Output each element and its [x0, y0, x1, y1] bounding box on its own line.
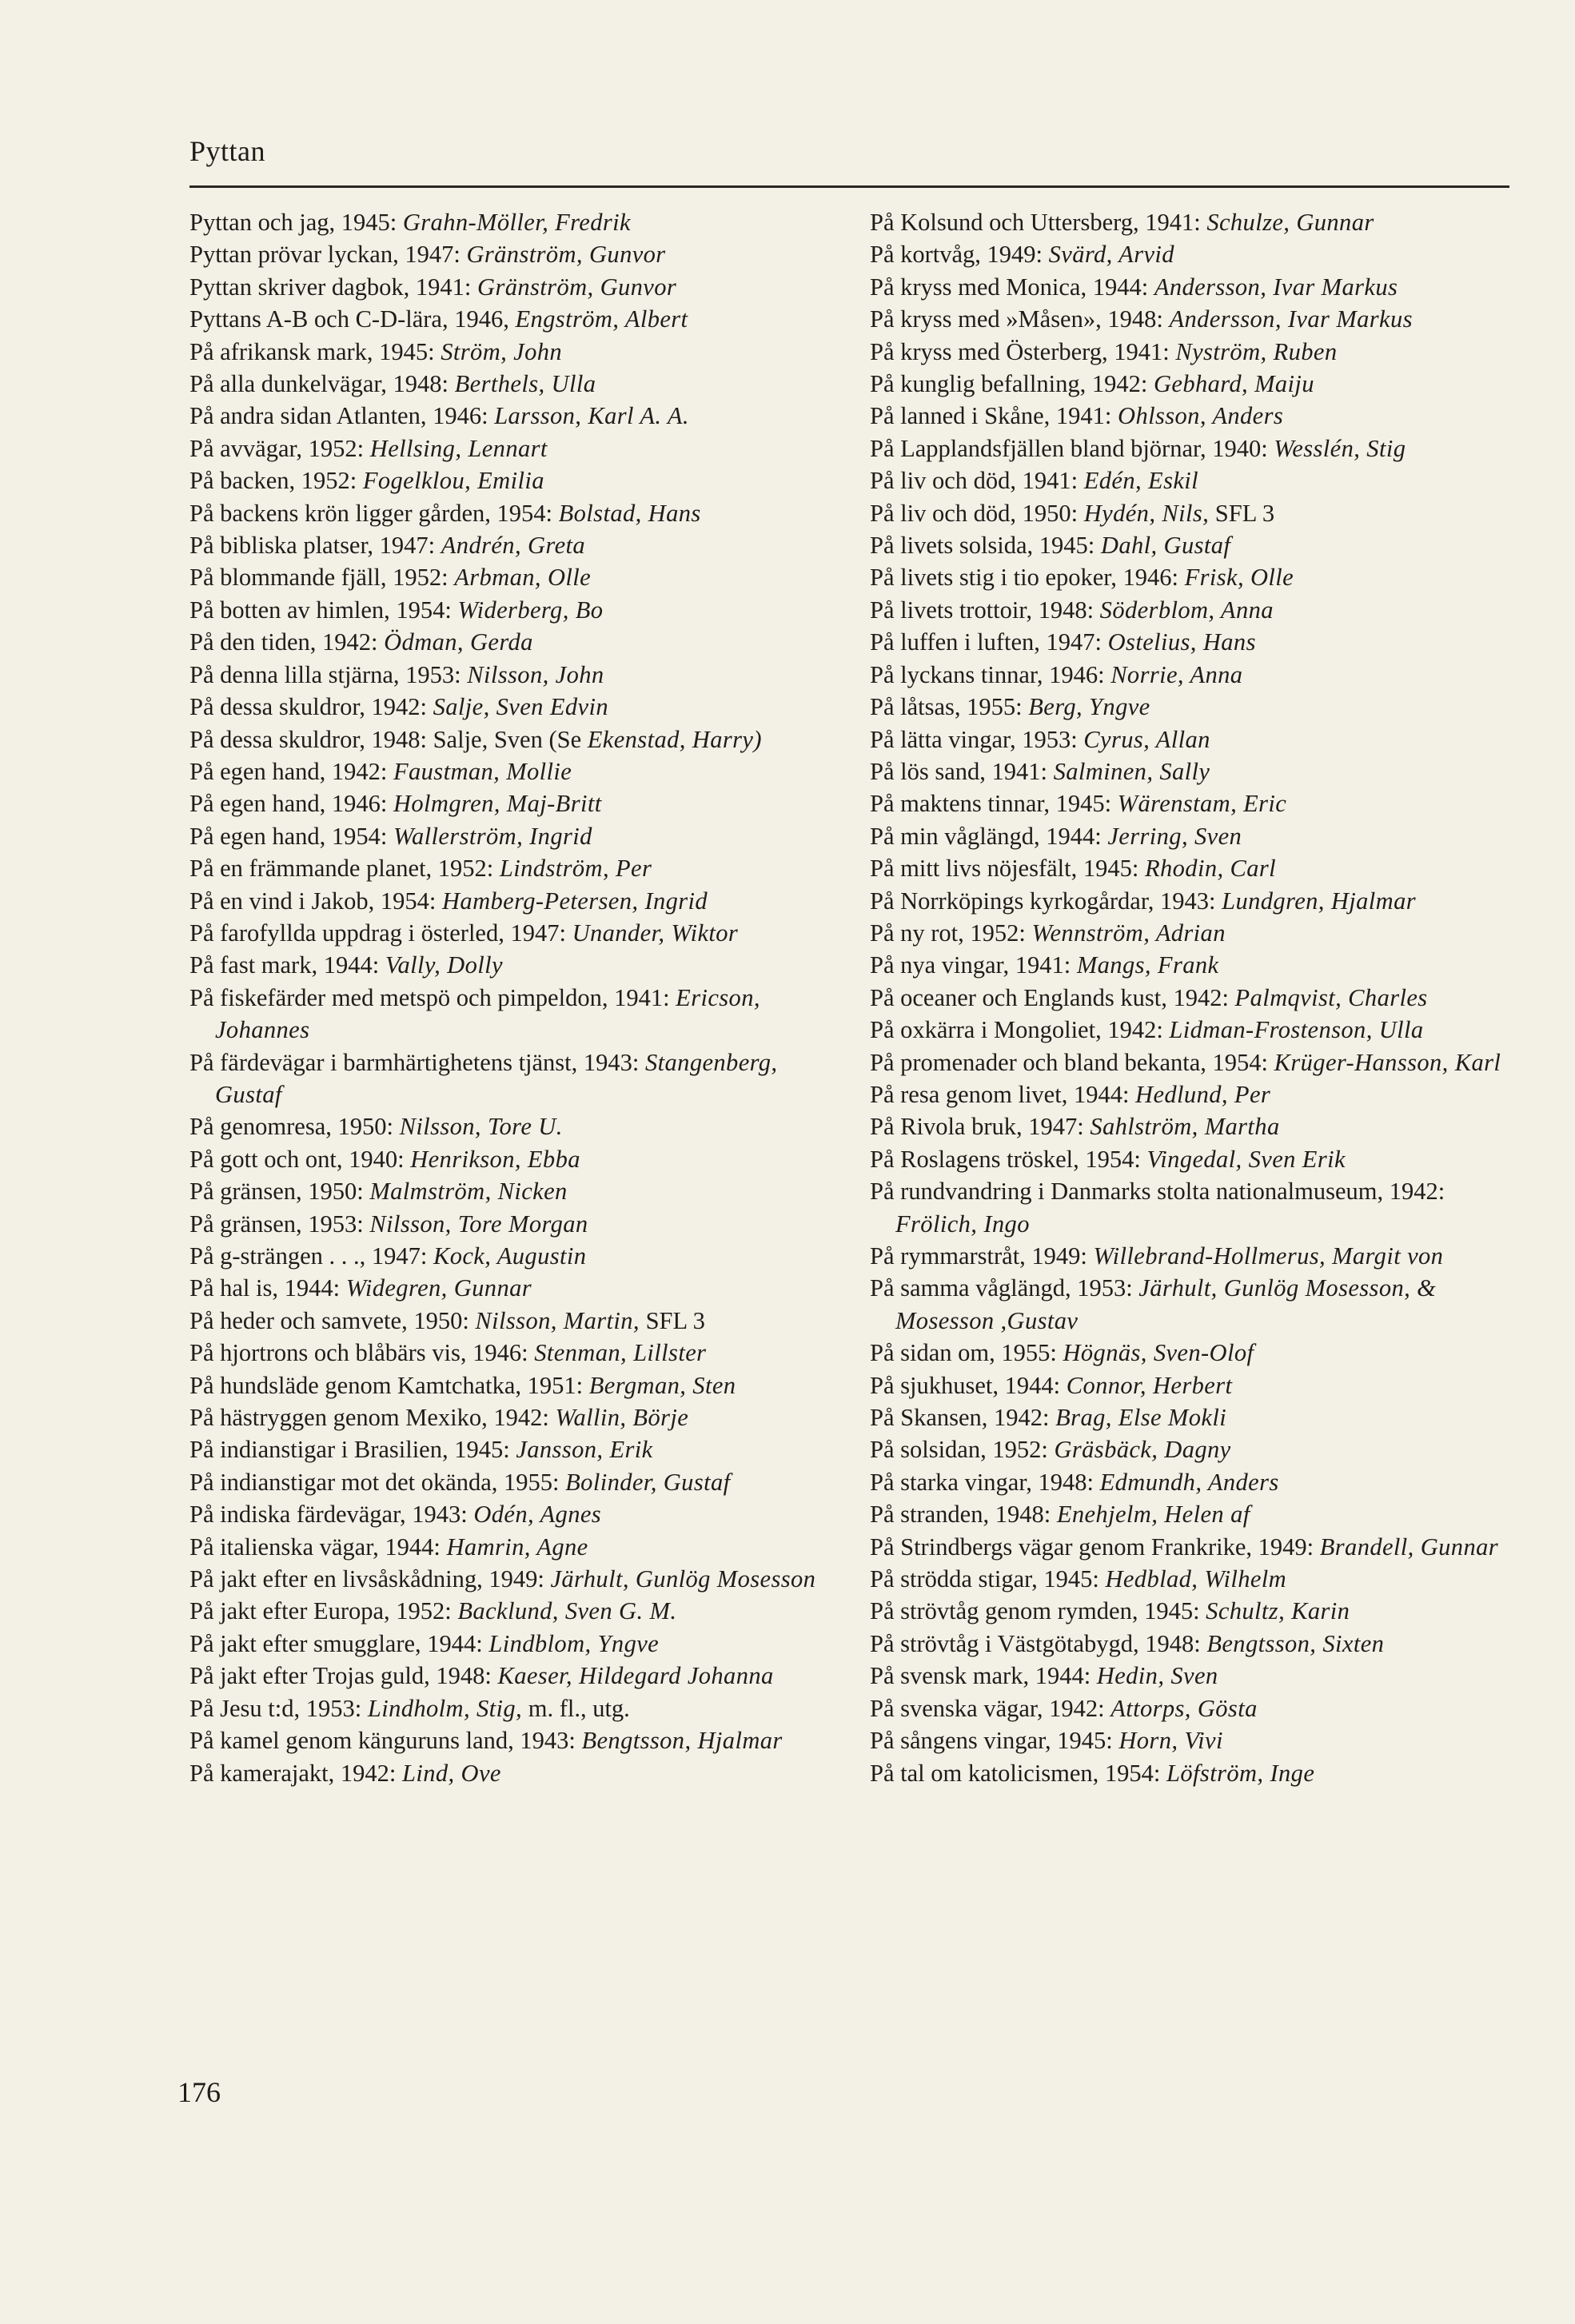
- entry-author: Kock, Augustin: [433, 1242, 587, 1270]
- header-rule: [189, 185, 1509, 188]
- entry-title: På oceaner och Englands kust, 1942:: [870, 983, 1235, 1011]
- entry-title: På kryss med Monica, 1944:: [870, 273, 1154, 301]
- entry-title: På blommande fjäll, 1952:: [189, 564, 455, 592]
- entry-title: På jakt efter smugglare, 1944:: [189, 1629, 489, 1657]
- entry-author: Bolinder, Gustaf: [565, 1468, 731, 1496]
- entry-author: Svärd, Arvid: [1048, 241, 1174, 269]
- entry-title: På rymmarstråt, 1949:: [870, 1242, 1094, 1270]
- entry-title: På Roslagens tröskel, 1954:: [870, 1145, 1147, 1173]
- entry-author: Frisk, Olle: [1184, 564, 1294, 592]
- entry-title: På alla dunkelvägar, 1948:: [189, 370, 455, 398]
- index-entry: [189, 1305, 845, 1337]
- index-entry: [870, 303, 1525, 335]
- entry-author: Hamrin, Agne: [446, 1533, 588, 1561]
- entry-title: På luffen i luften, 1947:: [870, 628, 1108, 656]
- entry-title: På Jesu t:d, 1953:: [189, 1694, 368, 1722]
- entry-author: Horn, Vivi: [1118, 1727, 1223, 1755]
- entry-author: Hellsing, Lennart: [369, 434, 548, 462]
- index-entry: [870, 1014, 1525, 1046]
- index-entry: [189, 1337, 845, 1369]
- index-entry: [189, 1466, 845, 1498]
- entry-title: På dessa skuldror, 1942:: [189, 693, 433, 721]
- entry-author: Kaeser, Hildegard Johanna: [497, 1662, 774, 1690]
- entry-title: På svenska vägar, 1942:: [870, 1694, 1111, 1722]
- entry-author: Rhodin, Carl: [1144, 855, 1277, 883]
- index-entry: [870, 724, 1525, 755]
- index-entry: [870, 1272, 1525, 1337]
- index-entry: [870, 982, 1525, 1014]
- index-entry: [870, 206, 1525, 238]
- entry-title: På tal om katolicismen, 1954:: [870, 1759, 1167, 1787]
- index-entry: [870, 885, 1525, 917]
- entry-title: På livets trottoir, 1948:: [870, 596, 1100, 624]
- index-entry: [189, 1110, 845, 1142]
- index-entry: [870, 1660, 1525, 1692]
- entry-title: På heder och samvete, 1950:: [189, 1306, 476, 1334]
- index-entry: [870, 1724, 1525, 1756]
- entry-author: Ekenstad, Harry): [587, 725, 762, 753]
- index-entry: [189, 1433, 845, 1465]
- entry-title: På en vind i Jakob, 1954:: [189, 887, 442, 915]
- entry-author: Bergman, Sten: [588, 1371, 736, 1399]
- index-entry: [870, 1498, 1525, 1530]
- entry-title: På Kolsund och Uttersberg, 1941:: [870, 209, 1207, 236]
- entry-author: Ostelius, Hans: [1107, 628, 1256, 656]
- entry-title: På samma våglängd, 1953:: [870, 1274, 1139, 1302]
- index-entry: [189, 787, 845, 819]
- entry-title: På kryss med Österberg, 1941:: [870, 337, 1176, 365]
- entry-author: Hamberg-Petersen, Ingrid: [442, 887, 708, 915]
- index-entry: [870, 368, 1525, 400]
- running-head: Pyttan: [189, 135, 266, 167]
- entry-title: På botten av himlen, 1954:: [189, 596, 458, 624]
- index-entry: [189, 464, 845, 496]
- entry-author: Nilsson, Tore U.: [399, 1113, 563, 1141]
- entry-author: Holmgren, Maj-Britt: [393, 790, 602, 818]
- entry-suffix: SFL 3: [639, 1306, 705, 1334]
- entry-author: Bolstad, Hans: [558, 499, 701, 527]
- entry-title: På kortvåg, 1949:: [870, 241, 1049, 269]
- entry-title: På jakt efter Trojas guld, 1948:: [189, 1662, 498, 1690]
- entry-title: På sidan om, 1955:: [870, 1339, 1063, 1367]
- entry-title: På färdevägar i barmhärtighetens tjänst, 1943:: [189, 1048, 645, 1076]
- index-entry: [189, 755, 845, 787]
- entry-title: På avvägar, 1952:: [189, 434, 370, 462]
- index-entry: [870, 1110, 1525, 1142]
- entry-title: På dessa skuldror, 1948: Salje, Sven (Se: [189, 725, 588, 753]
- entry-title: På rundvandring i Danmarks stolta nationalmuseum, 1942:: [870, 1178, 1445, 1206]
- index-entry: [189, 1628, 845, 1660]
- entry-author: Lidman-Frostenson, Ulla: [1169, 1016, 1424, 1044]
- entry-title: På gränsen, 1953:: [189, 1210, 370, 1238]
- entry-author: Malmström, Nicken: [369, 1178, 568, 1206]
- entry-title: På indianstigar i Brasilien, 1945:: [189, 1436, 516, 1464]
- entry-title: Pyttan skriver dagbok, 1941:: [189, 273, 478, 301]
- entry-author: Jansson, Erik: [516, 1436, 653, 1464]
- entry-author: Edmundh, Anders: [1099, 1468, 1279, 1496]
- entry-author: Unander, Wiktor: [572, 919, 739, 947]
- index-entry: [189, 1143, 845, 1175]
- entry-title: På hästryggen genom Mexiko, 1942:: [189, 1404, 556, 1432]
- entry-title: På andra sidan Atlanten, 1946:: [189, 402, 495, 430]
- entry-title: På livets solsida, 1945:: [870, 532, 1101, 560]
- entry-title: På maktens tinnar, 1945:: [870, 790, 1118, 818]
- index-entry: [870, 1175, 1525, 1240]
- index-entry: [870, 949, 1525, 981]
- index-entry: [189, 561, 845, 593]
- entry-title: På liv och död, 1941:: [870, 467, 1084, 495]
- entry-author: Järhult, Gunlög Mosesson, & Mosesson ,Gustav: [895, 1274, 1437, 1334]
- entry-author: Wennström, Adrian: [1031, 919, 1226, 947]
- entry-author: Högnäs, Sven-Olof: [1063, 1339, 1254, 1367]
- index-entry: [870, 1046, 1525, 1078]
- index-entry: [189, 820, 845, 852]
- entry-title: På gränsen, 1950:: [189, 1178, 370, 1206]
- entry-title: På Strindbergs vägar genom Frankrike, 1949:: [870, 1533, 1320, 1561]
- entry-title: På strövtåg genom rymden, 1945:: [870, 1597, 1206, 1625]
- index-entry: [870, 1531, 1525, 1563]
- index-entry: [189, 1240, 845, 1272]
- entry-title: På Rivola bruk, 1947:: [870, 1113, 1091, 1141]
- entry-author: Hedlund, Per: [1135, 1080, 1271, 1108]
- index-entry: [870, 336, 1525, 368]
- index-entry: [870, 1401, 1525, 1433]
- entry-author: Faustman, Mollie: [393, 757, 572, 785]
- entry-title: På afrikansk mark, 1945:: [189, 337, 441, 365]
- index-entry: [870, 271, 1525, 303]
- entry-title: På indianstigar mot det okända, 1955:: [189, 1468, 566, 1496]
- index-entry: [870, 787, 1525, 819]
- entry-title: På lyckans tinnar, 1946:: [870, 660, 1111, 688]
- index-entry: [870, 917, 1525, 949]
- entry-author: Engström, Albert: [515, 305, 688, 333]
- entry-title: På backen, 1952:: [189, 467, 363, 495]
- entry-author: Schultz, Karin: [1206, 1597, 1350, 1625]
- entry-title: På livets stig i tio epoker, 1946:: [870, 564, 1185, 592]
- index-entry: [870, 433, 1525, 464]
- entry-author: Nilsson, Martin,: [475, 1306, 640, 1334]
- index-entry: [189, 238, 845, 270]
- index-entry: [189, 529, 845, 561]
- entry-title: På liv och död, 1950:: [870, 499, 1084, 527]
- entry-suffix: m. fl., utg.: [522, 1694, 630, 1722]
- entry-author: Brag, Else Mokli: [1055, 1404, 1227, 1432]
- index-entry: [189, 1660, 845, 1692]
- index-entry: [189, 949, 845, 981]
- entry-title: Pyttan och jag, 1945:: [189, 209, 403, 236]
- entry-author: Bengtsson, Sixten: [1206, 1629, 1385, 1657]
- index-entry: [870, 1337, 1525, 1369]
- index-entry: [870, 561, 1525, 593]
- entry-author: Nilsson, John: [467, 660, 604, 688]
- entry-author: Widegren, Gunnar: [345, 1274, 532, 1302]
- entry-title: På resa genom livet, 1944:: [870, 1080, 1136, 1108]
- entry-author: Vingedal, Sven Erik: [1146, 1145, 1346, 1173]
- index-entry: [870, 1143, 1525, 1175]
- entry-author: Gränström, Gunvor: [477, 273, 677, 301]
- index-entry: [870, 1466, 1525, 1498]
- index-entry: [189, 1563, 845, 1595]
- entry-title: På min våglängd, 1944:: [870, 822, 1108, 850]
- entry-author: Nyström, Ruben: [1175, 337, 1338, 365]
- index-entry: [189, 206, 845, 238]
- entry-author: Berthels, Ulla: [454, 370, 596, 398]
- entry-author: Vally, Dolly: [385, 951, 503, 979]
- entry-author: Fogelklou, Emilia: [362, 467, 544, 495]
- entry-author: Odén, Agnes: [473, 1501, 602, 1529]
- entry-title: På nya vingar, 1941:: [870, 951, 1077, 979]
- entry-author: Söderblom, Anna: [1099, 596, 1274, 624]
- entry-title: På sångens vingar, 1945:: [870, 1727, 1119, 1755]
- index-entry: [189, 1498, 845, 1530]
- entry-author: Brandell, Gunnar: [1319, 1533, 1499, 1561]
- entry-title: På denna lilla stjärna, 1953:: [189, 660, 468, 688]
- entry-title: På g-strängen . . ., 1947:: [189, 1242, 433, 1270]
- page-number: 176: [177, 2076, 221, 2108]
- entry-author: Ödman, Gerda: [384, 628, 533, 656]
- index-entry: [189, 594, 845, 626]
- index-entry: [870, 659, 1525, 691]
- entry-author: Lindström, Per: [499, 855, 652, 883]
- entry-title: På bibliska platser, 1947:: [189, 532, 441, 560]
- entry-author: Löfström, Inge: [1166, 1759, 1315, 1787]
- entry-title: På solsidan, 1952:: [870, 1436, 1055, 1464]
- entry-author: Enehjelm, Helen af: [1056, 1501, 1250, 1529]
- index-entry: [189, 1531, 845, 1563]
- entry-author: Norrie, Anna: [1110, 660, 1243, 688]
- index-entry: [189, 982, 845, 1046]
- entry-author: Krüger-Hansson, Karl: [1274, 1048, 1501, 1076]
- entry-title: På starka vingar, 1948:: [870, 1468, 1100, 1496]
- index-entry: [189, 1401, 845, 1433]
- index-entry: [189, 303, 845, 335]
- index-entry: [189, 852, 845, 884]
- index-entry: [189, 336, 845, 368]
- entry-author: Gräsbäck, Dagny: [1054, 1436, 1231, 1464]
- entry-title: På kunglig befallning, 1942:: [870, 370, 1154, 398]
- entry-author: Ohlsson, Anders: [1118, 402, 1284, 430]
- entry-title: På kamerajakt, 1942:: [189, 1759, 402, 1787]
- index-entry: [870, 626, 1525, 658]
- entry-author: Jerring, Sven: [1107, 822, 1242, 850]
- entry-author: Attorps, Gösta: [1110, 1694, 1258, 1722]
- entry-author: Andersson, Ivar Markus: [1154, 273, 1398, 301]
- entry-title: På hal is, 1944:: [189, 1274, 346, 1302]
- entry-title: På kamel genom känguruns land, 1943:: [189, 1727, 582, 1755]
- entry-author: Stenman, Lillster: [534, 1339, 707, 1367]
- entry-title: På hundsläde genom Kamtchatka, 1951:: [189, 1371, 589, 1399]
- index-entry: [870, 1078, 1525, 1110]
- index-entry: [870, 497, 1525, 529]
- index-entry: [189, 271, 845, 303]
- index-entry: [189, 368, 845, 400]
- entry-title: På låtsas, 1955:: [870, 693, 1029, 721]
- index-entry: [870, 755, 1525, 787]
- entry-author: Widerberg, Bo: [457, 596, 604, 624]
- entry-author: Cyrus, Allan: [1083, 725, 1210, 753]
- entry-author: Edén, Eskil: [1083, 467, 1199, 495]
- entry-author: Hydén, Nils,: [1083, 499, 1210, 527]
- entry-author: Schulze, Gunnar: [1206, 209, 1374, 236]
- entry-author: Lindblom, Yngve: [488, 1629, 660, 1657]
- entry-title: På genomresa, 1950:: [189, 1113, 400, 1141]
- entry-title: På Skansen, 1942:: [870, 1404, 1056, 1432]
- index-entry: [189, 1757, 845, 1789]
- entry-author: Lundgren, Hjalmar: [1222, 887, 1417, 915]
- entry-author: Wallin, Börje: [555, 1404, 689, 1432]
- entry-author: Backlund, Sven G. M.: [457, 1597, 677, 1625]
- entry-author: Järhult, Gunlög Mosesson: [550, 1565, 816, 1593]
- index-entry: [189, 724, 845, 755]
- entry-author: Grahn-Möller, Fredrik: [402, 209, 631, 236]
- index-entry: [870, 594, 1525, 626]
- index-entry: [189, 497, 845, 529]
- index-entry: [189, 1724, 845, 1756]
- entry-title: På promenader och bland bekanta, 1954:: [870, 1048, 1274, 1076]
- entry-title: På egen hand, 1954:: [189, 822, 393, 850]
- entry-title: På kryss med »Måsen», 1948:: [870, 305, 1170, 333]
- entry-title: På lätta vingar, 1953:: [870, 725, 1084, 753]
- index-entry: [870, 529, 1525, 561]
- index-entry: [189, 400, 845, 432]
- entry-author: Hedblad, Wilhelm: [1105, 1565, 1287, 1593]
- entry-author: Frölich, Ingo: [895, 1210, 1030, 1238]
- entry-author: Ström, John: [441, 337, 563, 365]
- entry-title: På lanned i Skåne, 1941:: [870, 402, 1118, 430]
- index-entry: [189, 1046, 845, 1111]
- entry-title: På jakt efter en livsåskådning, 1949:: [189, 1565, 551, 1593]
- entry-author: Gränström, Gunvor: [466, 241, 666, 269]
- index-entry: [870, 820, 1525, 852]
- index-entry: [189, 433, 845, 464]
- entry-author: Wallerström, Ingrid: [393, 822, 592, 850]
- index-entry: [189, 917, 845, 949]
- index-entry: [189, 1175, 845, 1207]
- entry-title: På jakt efter Europa, 1952:: [189, 1597, 458, 1625]
- index-entry: [870, 1240, 1525, 1272]
- left-column: [189, 206, 845, 1789]
- entry-title: På fiskefärder med metspö och pimpeldon, 1941:: [189, 983, 676, 1011]
- entry-author: Larsson, Karl A. A.: [494, 402, 689, 430]
- entry-title: På Lapplandsfjällen bland björnar, 1940:: [870, 434, 1274, 462]
- right-column: [870, 206, 1525, 1789]
- index-entry: [189, 885, 845, 917]
- entry-title: Pyttans A-B och C-D-lära, 1946,: [189, 305, 516, 333]
- entry-author: Arbman, Olle: [454, 564, 592, 592]
- entry-title: På sjukhuset, 1944:: [870, 1371, 1067, 1399]
- entry-title: På den tiden, 1942:: [189, 628, 385, 656]
- index-entry: [870, 1628, 1525, 1660]
- index-entry: [189, 659, 845, 691]
- entry-author: Andersson, Ivar Markus: [1169, 305, 1413, 333]
- index-entry: [870, 400, 1525, 432]
- entry-title: På strövtåg i Västgötabygd, 1948:: [870, 1629, 1207, 1657]
- entry-author: Lindholm, Stig,: [367, 1694, 523, 1722]
- index-entry: [870, 691, 1525, 723]
- entry-title: På farofyllda uppdrag i österled, 1947:: [189, 919, 572, 947]
- entry-author: Hedin, Sven: [1096, 1662, 1218, 1690]
- entry-author: Willebrand-Hollmerus, Margit von: [1093, 1242, 1444, 1270]
- entry-author: Berg, Yngve: [1028, 693, 1150, 721]
- entry-title: På hjortrons och blåbärs vis, 1946:: [189, 1339, 535, 1367]
- index-entry: [189, 1208, 845, 1240]
- entry-author: Stangenberg, Gustaf: [215, 1048, 778, 1108]
- entry-author: Andrén, Greta: [441, 532, 586, 560]
- entry-title: På mitt livs nöjesfält, 1945:: [870, 855, 1145, 883]
- index-entry: [870, 1692, 1525, 1724]
- index-entry: [870, 1433, 1525, 1465]
- entry-title: På stranden, 1948:: [870, 1501, 1057, 1529]
- index-entry: [189, 691, 845, 723]
- entry-title: På italienska vägar, 1944:: [189, 1533, 447, 1561]
- entry-title: På lös sand, 1941:: [870, 757, 1054, 785]
- entry-author: Nilsson, Tore Morgan: [369, 1210, 588, 1238]
- index-entry: [870, 852, 1525, 884]
- index-entry: [189, 1272, 845, 1304]
- entry-author: Wesslén, Stig: [1274, 434, 1406, 462]
- entry-title: På egen hand, 1946:: [189, 790, 393, 818]
- entry-title: På en främmande planet, 1952:: [189, 855, 500, 883]
- index-entry: [870, 1369, 1525, 1401]
- entry-title: På indiska färdevägar, 1943:: [189, 1501, 474, 1529]
- index-entry: [189, 626, 845, 658]
- entry-author: Henrikson, Ebba: [410, 1145, 580, 1173]
- index-entry: [870, 1757, 1525, 1789]
- entry-title: På oxkärra i Mongoliet, 1942:: [870, 1016, 1170, 1044]
- index-entry: [189, 1369, 845, 1401]
- index-entry: [870, 1563, 1525, 1595]
- index-entry: [870, 238, 1525, 270]
- index-entry: [189, 1692, 845, 1724]
- entry-title: På backens krön ligger gården, 1954:: [189, 499, 559, 527]
- entry-author: Mangs, Frank: [1076, 951, 1219, 979]
- entry-author: Dahl, Gustaf: [1100, 532, 1231, 560]
- entry-author: Palmqvist, Charles: [1234, 983, 1428, 1011]
- entry-title: På gott och ont, 1940:: [189, 1145, 411, 1173]
- entry-title: På egen hand, 1942:: [189, 757, 393, 785]
- entry-author: Ericson, Johannes: [215, 983, 760, 1044]
- index-entry: [870, 1595, 1525, 1627]
- entry-author: Lind, Ove: [401, 1759, 501, 1787]
- entry-title: På ny rot, 1952:: [870, 919, 1032, 947]
- index-entry: [870, 464, 1525, 496]
- index-entry: [189, 1595, 845, 1627]
- entry-author: Connor, Herbert: [1066, 1371, 1233, 1399]
- entry-title: Pyttan prövar lyckan, 1947:: [189, 241, 467, 269]
- entry-author: Wärenstam, Eric: [1117, 790, 1287, 818]
- entry-author: Gebhard, Maiju: [1153, 370, 1314, 398]
- entry-title: På strödda stigar, 1945:: [870, 1565, 1106, 1593]
- entry-author: Bengtsson, Hjalmar: [581, 1727, 783, 1755]
- entry-title: På fast mark, 1944:: [189, 951, 385, 979]
- entry-suffix: SFL 3: [1209, 499, 1275, 527]
- entry-title: På Norrköpings kyrkogårdar, 1943:: [870, 887, 1222, 915]
- entry-title: På svensk mark, 1944:: [870, 1662, 1097, 1690]
- entry-author: Salje, Sven Edvin: [433, 693, 608, 721]
- entry-author: Sahlström, Martha: [1090, 1113, 1280, 1141]
- entry-author: Salminen, Sally: [1053, 757, 1210, 785]
